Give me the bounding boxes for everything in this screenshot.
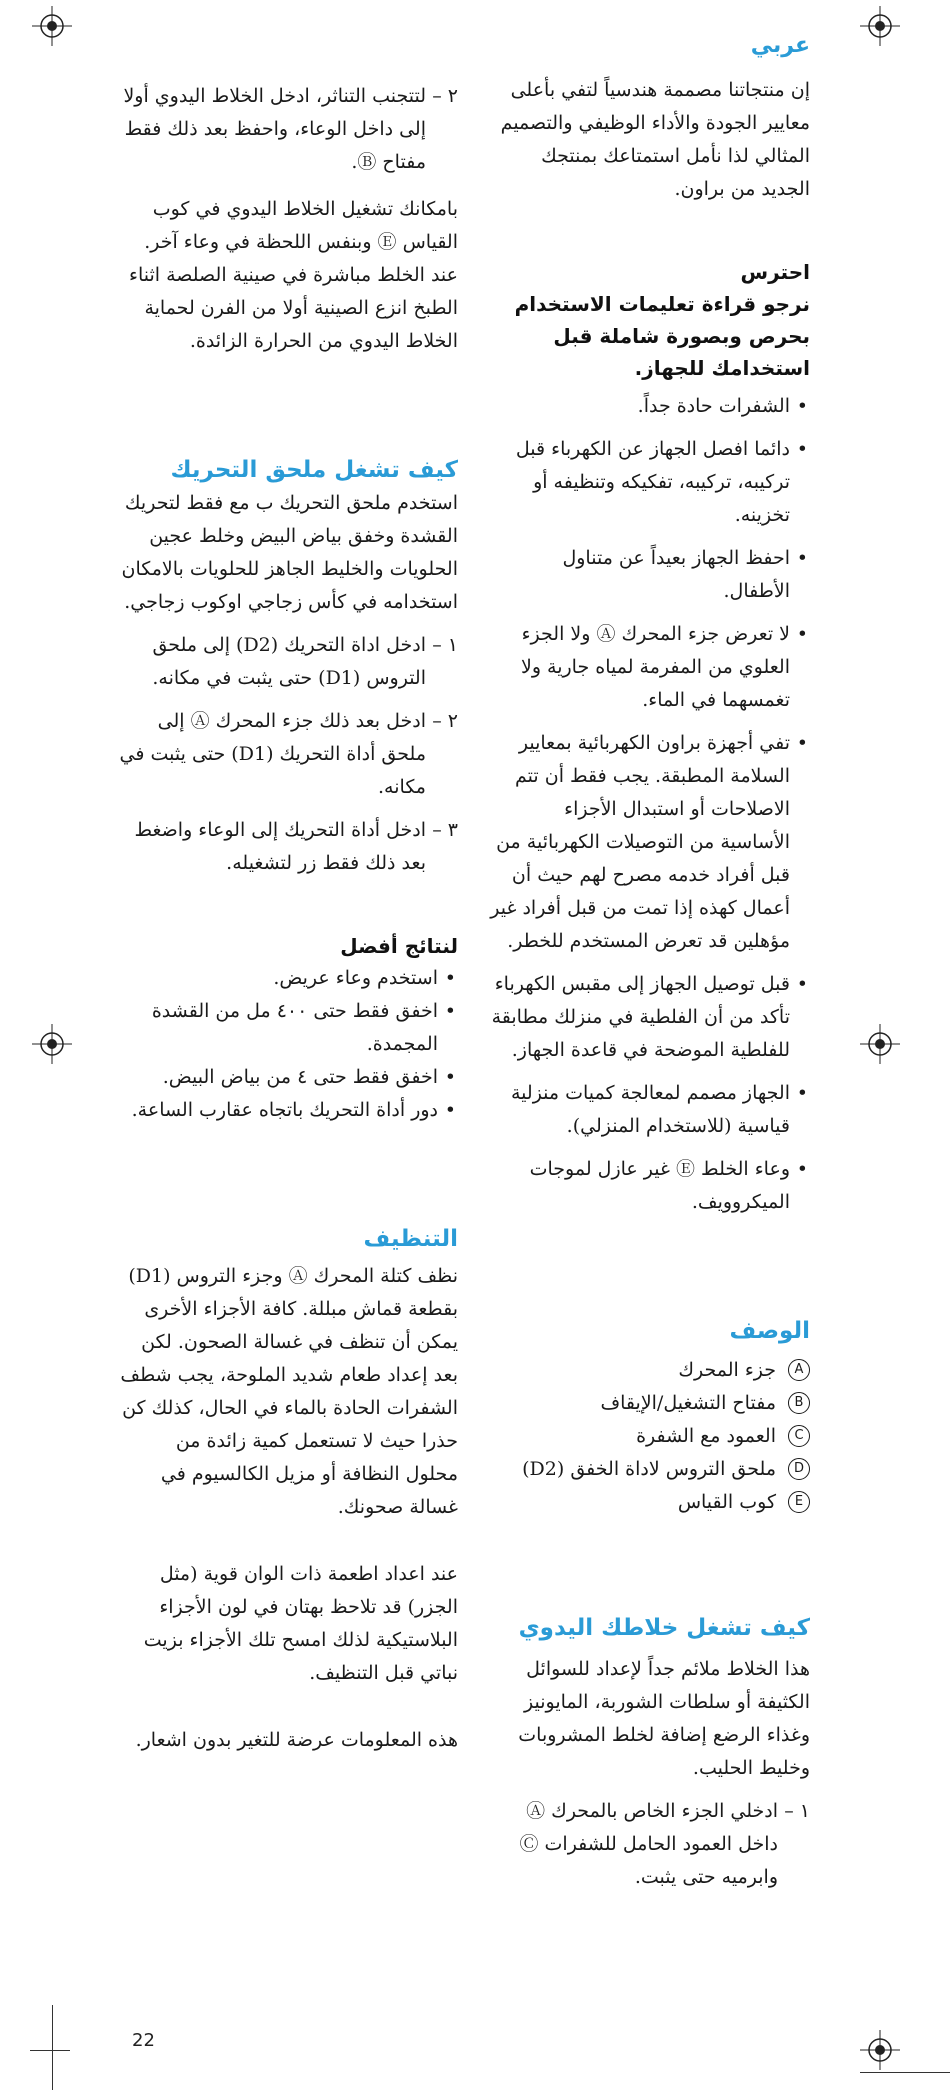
cleaning-text: نظف كتلة المحرك Ⓐ وجزء التروس (D1) بقطعة قماش مبللة. كافة الأجزاء الأخرى يمكن أن تنظف في غسالة الصحون. لكن بعد إعداد طعام شديد الملوحة، يجب شطف الشفرات الحادة بالماء في الحال، كذلك كن حذرا حيث لا تستعمل كمية زائدة من محلول النظافة أو مزيل الكالسيوم في غسالة صحونك.: [120, 1265, 458, 1518]
letter-e-icon: E: [788, 1491, 810, 1513]
list-item: • الشفرات حادة جداً.: [490, 390, 810, 423]
list-item: • تفي أجهزة براون الكهربائية بمعايير السلامة المطبقة. يجب فقط أن تتم الاصلاحات أو استبدال الأجزاء الأساسية من التوصيلات الكهربائية من قبل أفراد خدمه مصرح لهم حيث أن أعمال كهذه إذا تمت من قبل أفراد غير مؤهلين قد تعرض المستخدم للخطر.: [490, 727, 810, 958]
cleaning-heading: التنظيف: [363, 1226, 458, 1252]
letter-d-icon: D: [788, 1458, 810, 1480]
list-item: • الجهاز مصمم لمعالجة كميات منزلية قياسية (للاستخدام المنزلي).: [490, 1077, 810, 1143]
crop-line: [860, 2072, 950, 2073]
step-text: ادخل اداة التحريك (D2) إلى ملحق التروس (D1) حتى يثبت في مكانه.: [152, 634, 426, 689]
list-item: • اخفق فقط حتى ٤ من بياض البيض.: [118, 1061, 458, 1094]
operate-step: [118, 80, 458, 179]
step-text: ادخل بعد ذلك جزء المحرك Ⓐ إلى ملحق أداة التحريك (D1) حتى يثبت في مكانه.: [119, 710, 426, 798]
cleaning-text-2: عند اعداد اطعمة ذات الوان قوية (مثل الجزر) قد تلاحظ بهتان في لون الأجزاء البلاستيكية لذلك امسح تلك الأجزاء بزيت نباتي قبل التنظيف.: [143, 1563, 458, 1684]
letter-a-icon: A: [788, 1359, 810, 1381]
list-item: • دائما افصل الجهاز عن الكهرباء قبل تركيبه، تركيبه، تفكيكه وتنظيفه أو تخزينه.: [490, 433, 810, 532]
list-item: • قبل توصيل الجهاز إلى مقبس الكهرباء تأكد من أن الفلطية في منزلك مطابقة للفلطية الموضحة في قاعدة الجهاز.: [490, 968, 810, 1067]
list-item: • استخدم وعاء عريض.: [118, 962, 458, 995]
whisk-intro: استخدم ملحق التحريك ب مع فقط لتحريك القشدة وخفق بياض البيض وخلط عجين الحلويات والخليط الجاهز للحلويات بالامكان استخدامه في كأس زجاجي اوكوب زجاجي.: [121, 492, 458, 613]
notice-text: هذه المعلومات عرضة للتغير بدون اشعار.: [135, 1729, 458, 1751]
step-number: ١ –: [784, 1800, 810, 1822]
whisk-step: [118, 705, 458, 804]
description-heading: الوصف: [729, 1318, 810, 1344]
left-column: [118, 80, 458, 1757]
warnings-list: [490, 390, 810, 1219]
crop-line: [30, 2050, 70, 2051]
best-results-list: [118, 962, 458, 1127]
registration-mark-icon: [860, 2030, 900, 2070]
list-item: • دور أداة التحريك باتجاه عقارب الساعة.: [118, 1094, 458, 1127]
description-text: العمود مع الشفرة: [636, 1425, 776, 1447]
list-item: • اخفق فقط حتى ٤٠٠ مل من القشدة المجمدة.: [118, 995, 458, 1061]
operate-note: بامكانك تشغيل الخلاط اليدوي في كوب القياس Ⓔ وبنفس اللحظة في وعاء آخر. عند الخلط مباشرة في صينية الصلصة اثناء الطبخ انزع الصينية أولا من الفرن لحماية الخلاط اليدوي من الحرارة الزائدة.: [129, 198, 458, 352]
warning-subheading: نرجو قراءة تعليمات الاستخدام بحرص وبصورة شاملة قبل استخدامك للجهاز.: [514, 292, 810, 380]
operate-step: [490, 1795, 810, 1894]
whisk-step: [118, 814, 458, 880]
operate-intro: هذا الخلاط ملائم جداً لإعداد للسوائل الكثيفة أو سلطات الشوربة، المايونيز وغذاء الرضع إضافة لخلط المشروبات وخليط الحليب.: [518, 1658, 810, 1779]
list-item: • وعاء الخلط Ⓔ غير عازل لموجات الميكروويف.: [490, 1153, 810, 1219]
crop-line: [52, 2005, 53, 2090]
description-item: [490, 1354, 810, 1387]
list-item: • لا تعرض جزء المحرك Ⓐ ولا الجزء العلوي من المفرمة لمياه جارية ولا تغمسهما في الماء.: [490, 618, 810, 717]
warning-heading: احترس: [740, 260, 810, 284]
whisk-heading: كيف تشغل ملحق التحريك: [170, 457, 458, 483]
description-text: جزء المحرك: [678, 1359, 776, 1381]
registration-mark-icon: [32, 6, 72, 46]
registration-mark-icon: [860, 6, 900, 46]
description-text: مفتاح التشغيل/الإيقاف: [600, 1392, 776, 1414]
description-text: كوب القياس: [677, 1491, 776, 1513]
description-text: ملحق التروس لاداة الخفق (D2): [522, 1458, 776, 1480]
registration-mark-icon: [860, 1024, 900, 1064]
best-results-heading: لنتائج أفضل: [340, 934, 458, 958]
step-text: ادخل أداة التحريك إلى الوعاء واضغط بعد ذلك فقط زر لتشغيله.: [134, 819, 426, 874]
list-item: • احفظ الجهاز بعيداً عن متناول الأطفال.: [490, 542, 810, 608]
operate-heading: كيف تشغل خلاطك اليدوي: [518, 1615, 810, 1641]
language-heading: عربي: [750, 33, 810, 58]
description-item: [490, 1453, 810, 1486]
right-column: [490, 30, 810, 1894]
step-number: ٢ –: [432, 710, 458, 732]
description-item: [490, 1486, 810, 1519]
description-item: [490, 1387, 810, 1420]
step-text: ادخلي الجزء الخاص بالمحرك Ⓐ داخل العمود الحامل للشفرات Ⓒ وابرميه حتى يثبت.: [519, 1800, 778, 1888]
letter-b-icon: B: [788, 1392, 810, 1414]
registration-mark-icon: [32, 1024, 72, 1064]
intro-paragraph: إن منتجاتنا مصممة هندسياً لتفي بأعلى معايير الجودة والأداء الوظيفي والتصميم المثالي لذا نأمل استمتاعك بمنتجك الجديد من براون.: [500, 79, 810, 200]
step-number: ٢ –: [432, 85, 458, 107]
letter-c-icon: C: [788, 1425, 810, 1447]
step-number: ٣ –: [432, 819, 458, 841]
page-number: 22: [132, 2030, 155, 2051]
step-text: لتتجنب التناثر، ادخل الخلاط اليدوي أولا إلى داخل الوعاء، واحفظ بعد ذلك فقط مفتاح Ⓑ.: [123, 85, 426, 173]
description-list: [490, 1354, 810, 1519]
step-number: ١ –: [432, 634, 458, 656]
whisk-step: [118, 629, 458, 695]
description-item: [490, 1420, 810, 1453]
